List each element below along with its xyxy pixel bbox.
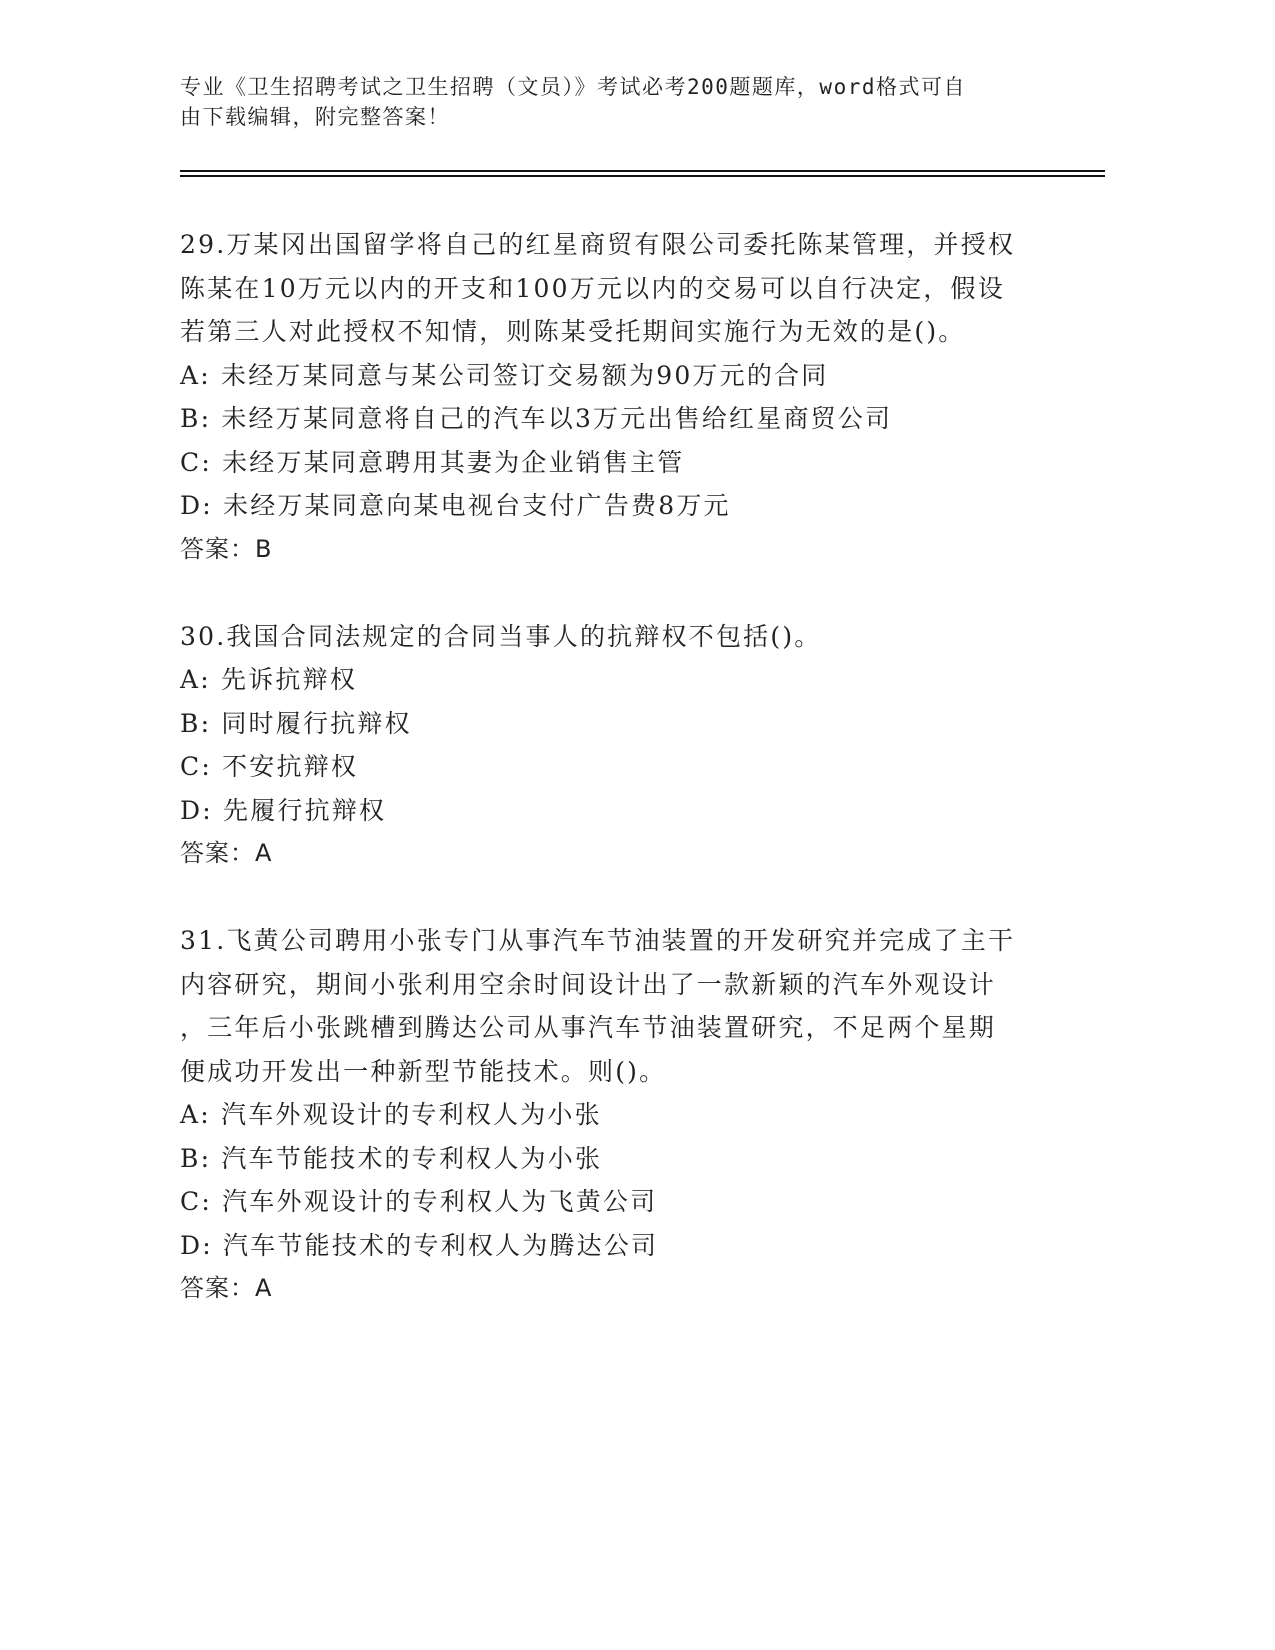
question-30 xyxy=(180,615,1080,876)
question-stem: 内容研究，期间小张利用空余时间设计出了一款新颖的汽车外观设计 xyxy=(180,969,997,999)
question-29 xyxy=(180,223,1080,571)
option-b: B: 同时履行抗辩权 xyxy=(180,708,412,738)
option-a: A: 汽车外观设计的专利权人为小张 xyxy=(180,1100,602,1129)
question-stem: 陈某在10万元以内的开支和100万元以内的交易可以自行决定，假设 xyxy=(180,273,1005,303)
answer: 答案：B xyxy=(180,534,273,563)
option-a: A: 先诉抗辩权 xyxy=(180,665,358,694)
option-a: A: 未经万某同意与某公司签订交易额为90万元的合同 xyxy=(180,360,829,390)
question-stem: 便成功开发出一种新型节能技术。则()。 xyxy=(180,1056,667,1086)
option-d: D: 先履行抗辩权 xyxy=(180,795,387,825)
answer: 答案：A xyxy=(180,839,273,867)
option-c: C: 未经万某同意聘用其妻为企业销售主管 xyxy=(180,447,685,477)
question-stem: 29.万某冈出国留学将自己的红星商贸有限公司委托陈某管理，并授权 xyxy=(180,230,1016,259)
option-b: B: 未经万某同意将自己的汽车以3万元出售给红星商贸公司 xyxy=(180,404,893,433)
question-stem: 30.我国合同法规定的合同当事人的抗辩权不包括()。 xyxy=(180,621,822,651)
answer: 答案：A xyxy=(180,1274,273,1302)
option-c: C: 汽车外观设计的专利权人为飞黄公司 xyxy=(180,1187,658,1216)
option-b: B: 汽车节能技术的专利权人为小张 xyxy=(180,1143,603,1173)
question-31 xyxy=(180,919,1080,1311)
option-c: C: 不安抗辩权 xyxy=(180,752,359,781)
document-header xyxy=(180,72,1040,132)
question-stem: 31.飞黄公司聘用小张专门从事汽车节油装置的开发研究并完成了主干 xyxy=(180,926,1016,955)
option-d: D: 汽车节能技术的专利权人为腾达公司 xyxy=(180,1230,659,1260)
question-stem: 若第三人对此授权不知情，则陈某受托期间实施行为无效的是()。 xyxy=(180,317,966,346)
question-list xyxy=(180,223,1080,1311)
header-line: 专业《卫生招聘考试之卫生招聘（文员）》考试必考200题题库，word格式可自 xyxy=(180,75,966,99)
option-d: D: 未经万某同意向某电视台支付广告费8万元 xyxy=(180,491,731,520)
header-line: 由下载编辑，附完整答案！ xyxy=(180,105,450,129)
header-divider xyxy=(180,175,1105,177)
header-divider xyxy=(180,170,1105,172)
question-stem: ，三年后小张跳槽到腾达公司从事汽车节油装置研究，不足两个星期 xyxy=(180,1013,997,1042)
